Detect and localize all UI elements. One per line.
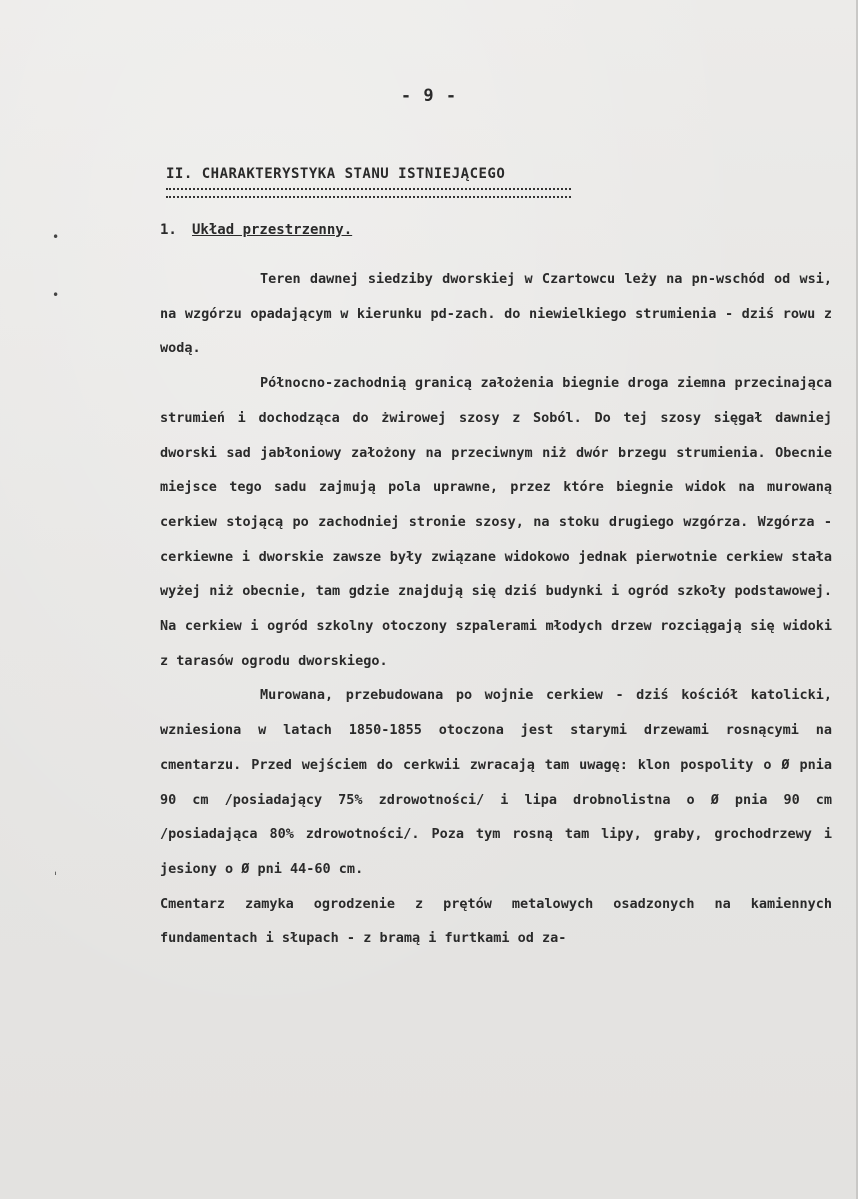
paragraph: Teren dawnej siedziby dworskiej w Czartowcu leży na pn-wschód od wsi, na wzgórzu opadającym w kierunku pd-zach. do niewielkiego strumienia - dziś rowu z wodą. [160, 271, 832, 357]
paragraph: Cmentarz zamyka ogrodzenie z prętów metalowych osadzonych na kamiennych fundamentach i słupach - z bramą i furtkami od za- [160, 895, 832, 947]
paragraph: Murowana, przebudowana po wojnie cerkiew - dziś kościół katolicki, wzniesiona w latach 1850-1855 otoczona jest starymi drzewami rosnącymi na cmentarzu. Przed wejściem do cerkwii zwracają tam uwagę: klon pospolity o Ø pnia 90 cm /posiadający 75% zdrowotności/ i lipa drobnolistna o Ø pnia 90 cm /posiadająca 80% zdrowotności/. Poza tym rosną tam lipy, graby, grochodrzewy i jesiony o Ø pni 44-60 cm. [160, 687, 832, 877]
margin-tick: ˈ [52, 870, 60, 884]
margin-dot: • [52, 288, 60, 302]
paragraph: Północno-zachodnią granicą założenia biegnie droga ziemna przecinająca strumień i dochodząca do żwirowej szosy z Soból. Do tej szosy sięgał dawniej dworski sad jabłoniowy założony na przeciwnym niż dwór brzegu strumienia. Obecnie miejsce tego sadu zajmują pola uprawne, przez które biegnie widok na murowaną cerkiew stojącą po zachodniej stronie szosy, na stoku drugiego wzgórza. Wzgórza - cerkiewne i dworskie zawsze były związane widokowo jednak pierwotnie cerkiew stała wyżej niż obecnie, tam gdzie znajdują się dziś budynki i ogród szkoły podstawowej. Na cerkiew i ogród szkolny otoczony szpalerami młodych drzew rozciągają się widoki z tarasów ogrodu dworskiego. [160, 375, 832, 669]
page-number: - 9 - [400, 86, 458, 106]
section-heading: II. CHARAKTERYSTYKA STANU ISTNIEJĄCEGO [166, 166, 506, 182]
subsection-heading [160, 222, 352, 238]
margin-dot: • [52, 230, 60, 244]
subsection-title: Układ przestrzenny. [192, 222, 353, 238]
body-text [160, 262, 832, 956]
heading-double-underline [166, 188, 571, 198]
subsection-number: 1. [160, 222, 177, 238]
